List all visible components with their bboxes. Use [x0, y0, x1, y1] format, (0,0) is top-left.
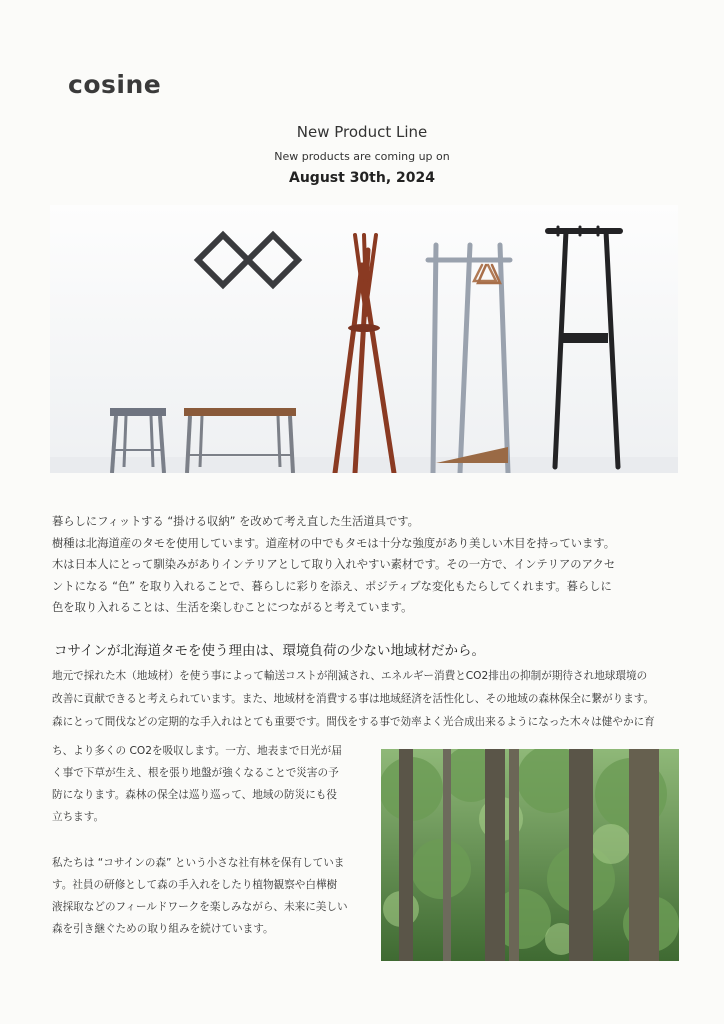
- forest-photo: [381, 749, 679, 961]
- body-line: 森にとって間伐などの定期的な手入れはとても重要です。間伐をする事で効率よく光合成出来るようになった木々は健やかに育: [52, 716, 655, 728]
- section-body: [52, 665, 677, 734]
- body-line: ち、より多くの CO2を吸収します。一方、地表まで日光が届: [52, 745, 342, 757]
- release-date: August 30th, 2024: [289, 170, 435, 186]
- body-line: 防になります。森林の保全は巡り巡って、地域の防災にも役: [52, 789, 337, 801]
- page-subtitle: New products are coming up on: [274, 150, 450, 163]
- intro-line: 暮らしにフィットする “掛ける収納” を改めて考え直した生活道具です。: [52, 515, 419, 528]
- body-line: 地元で採れた木（地域材）を使う事によって輸送コストが削減され、エネルギー消費とCO2排出の抑制が期待され地球環境の: [52, 670, 648, 682]
- section-heading: コサインが北海道タモを使う理由は、環境負荷の少ない地域材だから。: [54, 643, 486, 659]
- page-title: New Product Line: [296, 123, 428, 141]
- body-line: 私たちは “コサインの森” という小さな社有林を保有していま: [52, 857, 345, 869]
- body-line: 改善に貢献できると考えられています。また、地域材を消費する事は地域経済を活性化し、その地域の森林保全に繋がります。: [52, 693, 655, 705]
- body-line: 森を引き継ぐための取り組みを続けています。: [52, 923, 274, 935]
- product-photo: [50, 205, 678, 473]
- intro-line: 木は日本人にとって馴染みがありインテリアとして取り入れやすい素材です。その一方で、インテリアのアクセ: [52, 558, 616, 571]
- forest-text: [52, 852, 374, 940]
- section-body-continued: [52, 740, 374, 828]
- brand-logo: cosine: [68, 70, 162, 99]
- body-line: す。社員の研修として森の手入れをしたり植物観察や白樺樹: [52, 879, 338, 891]
- intro-line: ントになる “色” を取り入れることで、暮らしに彩りを添え、ポジティブな変化もたらしてくれます。暮らしに: [52, 579, 612, 593]
- intro-line: 色を取り入れることは、生活を楽しむことにつながると考えています。: [52, 601, 413, 614]
- body-line: 液採取などのフィールドワークを楽しみながら、未来に美しい: [52, 901, 348, 913]
- body-line: く事で下草が生え、根を張り地盤が強くなることで災害の予: [52, 767, 339, 779]
- intro-text: [52, 511, 677, 619]
- body-line: 立ちます。: [52, 811, 105, 823]
- intro-line: 樹種は北海道産のタモを使用しています。道産材の中でもタモは十分な強度があり美しい木目を持っています。: [52, 536, 616, 550]
